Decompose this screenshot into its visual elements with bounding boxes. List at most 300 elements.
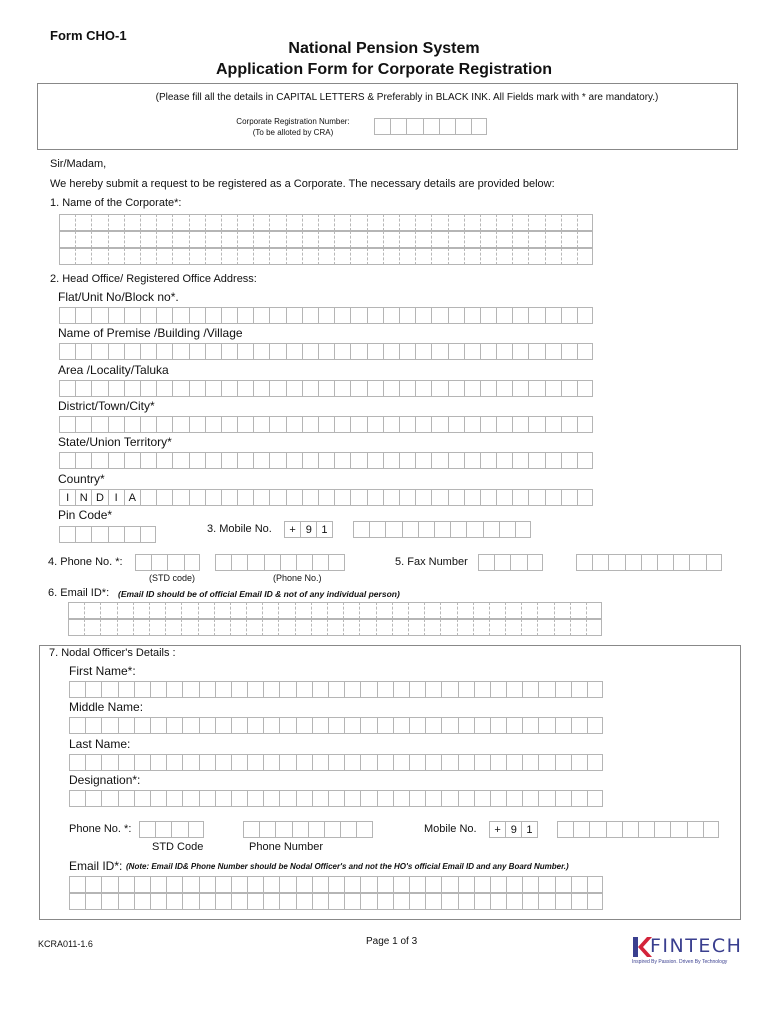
input-cell[interactable] — [587, 754, 603, 771]
input-cell[interactable] — [343, 619, 359, 636]
input-cell[interactable] — [399, 489, 415, 506]
input-cell[interactable] — [278, 602, 294, 619]
input-cell[interactable] — [409, 790, 425, 807]
input-cell[interactable] — [189, 214, 205, 231]
input-cell[interactable] — [302, 307, 318, 324]
input-cell[interactable] — [466, 521, 482, 538]
input-cell[interactable] — [625, 554, 641, 571]
input-cell[interactable] — [409, 681, 425, 698]
input-cell[interactable] — [100, 619, 116, 636]
input-cell[interactable] — [554, 619, 570, 636]
input-cell[interactable] — [312, 717, 328, 734]
input-cell[interactable] — [334, 307, 350, 324]
input-cell[interactable] — [150, 876, 166, 893]
input-cell[interactable] — [425, 790, 441, 807]
input-cell[interactable] — [439, 118, 455, 135]
input-cell[interactable] — [237, 307, 253, 324]
input-cell[interactable] — [221, 489, 237, 506]
input-cell[interactable] — [512, 214, 528, 231]
input-cell[interactable] — [505, 602, 521, 619]
input-cell[interactable] — [577, 452, 593, 469]
input-cell[interactable] — [231, 717, 247, 734]
input-cell[interactable] — [480, 452, 496, 469]
input-cell[interactable] — [140, 452, 156, 469]
input-cell[interactable] — [374, 118, 390, 135]
input-cell[interactable] — [101, 754, 117, 771]
input-cell[interactable] — [571, 876, 587, 893]
input-cell[interactable] — [418, 521, 434, 538]
input-cell[interactable] — [474, 754, 490, 771]
input-cell[interactable] — [215, 717, 231, 734]
input-cell[interactable] — [286, 452, 302, 469]
input-cell[interactable] — [275, 821, 291, 838]
input-cell[interactable] — [324, 821, 340, 838]
input-cell[interactable] — [367, 214, 383, 231]
input-cell[interactable] — [140, 231, 156, 248]
input-cell[interactable] — [182, 876, 198, 893]
input-cell[interactable] — [172, 489, 188, 506]
input-cell[interactable] — [140, 343, 156, 360]
input-cell[interactable] — [264, 554, 280, 571]
input-cell[interactable] — [474, 717, 490, 734]
input-cell[interactable] — [117, 619, 133, 636]
input-cell[interactable] — [124, 307, 140, 324]
input-cell[interactable] — [133, 602, 149, 619]
input-cell[interactable] — [670, 821, 686, 838]
input-cell[interactable] — [350, 489, 366, 506]
input-cell[interactable] — [296, 554, 312, 571]
input-cell[interactable] — [464, 489, 480, 506]
input-cell[interactable] — [91, 231, 107, 248]
input-cell[interactable] — [156, 452, 172, 469]
input-cell[interactable] — [359, 619, 375, 636]
input-cell[interactable] — [673, 554, 689, 571]
input-cell[interactable] — [246, 602, 262, 619]
nodal-mobile-number-boxes[interactable] — [557, 821, 719, 838]
input-cell[interactable] — [215, 790, 231, 807]
input-cell[interactable] — [496, 380, 512, 397]
input-cell[interactable] — [402, 521, 418, 538]
input-cell[interactable] — [269, 416, 285, 433]
input-cell[interactable] — [172, 343, 188, 360]
input-cell[interactable] — [140, 214, 156, 231]
input-cell[interactable] — [124, 452, 140, 469]
input-cell[interactable] — [263, 754, 279, 771]
input-cell[interactable] — [399, 214, 415, 231]
input-cell[interactable] — [231, 554, 247, 571]
fax-number-boxes[interactable] — [576, 554, 722, 571]
input-cell[interactable] — [253, 380, 269, 397]
input-cell[interactable] — [253, 248, 269, 265]
input-cell[interactable] — [528, 214, 544, 231]
input-cell[interactable] — [156, 380, 172, 397]
input-cell[interactable] — [480, 214, 496, 231]
input-cell[interactable] — [247, 554, 263, 571]
input-cell[interactable] — [545, 231, 561, 248]
input-cell[interactable] — [450, 521, 466, 538]
input-cell[interactable] — [156, 248, 172, 265]
input-cell[interactable] — [415, 452, 431, 469]
input-cell[interactable] — [393, 790, 409, 807]
input-cell[interactable] — [198, 619, 214, 636]
input-cell[interactable] — [464, 307, 480, 324]
input-cell[interactable] — [59, 452, 75, 469]
input-cell[interactable] — [156, 416, 172, 433]
input-cell[interactable] — [182, 754, 198, 771]
input-cell[interactable] — [149, 619, 165, 636]
corporate-name-row3[interactable] — [59, 248, 593, 265]
input-cell[interactable] — [641, 554, 657, 571]
input-cell[interactable] — [91, 343, 107, 360]
input-cell[interactable] — [409, 893, 425, 910]
input-cell[interactable] — [166, 876, 182, 893]
input-cell[interactable] — [237, 416, 253, 433]
input-cell[interactable] — [506, 893, 522, 910]
pin-boxes[interactable] — [59, 526, 156, 543]
input-cell[interactable] — [555, 893, 571, 910]
input-cell[interactable] — [296, 876, 312, 893]
input-cell[interactable] — [425, 754, 441, 771]
input-cell[interactable] — [538, 876, 554, 893]
input-cell[interactable] — [377, 893, 393, 910]
input-cell[interactable] — [383, 452, 399, 469]
input-cell[interactable] — [474, 681, 490, 698]
input-cell[interactable] — [181, 619, 197, 636]
input-cell[interactable] — [118, 681, 134, 698]
input-cell[interactable] — [215, 554, 231, 571]
input-cell[interactable] — [308, 821, 324, 838]
input-cell[interactable] — [279, 893, 295, 910]
input-cell[interactable] — [205, 380, 221, 397]
input-cell[interactable] — [431, 343, 447, 360]
input-cell[interactable] — [263, 893, 279, 910]
input-cell[interactable] — [367, 307, 383, 324]
input-cell[interactable] — [415, 416, 431, 433]
input-cell[interactable] — [85, 876, 101, 893]
input-cell[interactable] — [496, 343, 512, 360]
input-cell[interactable] — [587, 876, 603, 893]
input-cell[interactable] — [528, 416, 544, 433]
input-cell[interactable] — [554, 602, 570, 619]
input-cell[interactable] — [490, 717, 506, 734]
input-cell[interactable] — [253, 489, 269, 506]
input-cell[interactable] — [409, 754, 425, 771]
mobile-number-boxes[interactable] — [353, 521, 531, 538]
input-cell[interactable] — [182, 790, 198, 807]
input-cell[interactable] — [528, 489, 544, 506]
input-cell[interactable] — [545, 307, 561, 324]
input-cell[interactable] — [399, 307, 415, 324]
input-cell[interactable] — [359, 602, 375, 619]
input-cell[interactable] — [441, 790, 457, 807]
input-cell[interactable] — [118, 717, 134, 734]
input-cell[interactable] — [286, 489, 302, 506]
input-cell[interactable] — [302, 343, 318, 360]
input-cell[interactable] — [377, 876, 393, 893]
input-cell[interactable] — [573, 821, 589, 838]
input-cell[interactable] — [155, 821, 171, 838]
input-cell[interactable] — [392, 602, 408, 619]
input-cell[interactable] — [215, 754, 231, 771]
input-cell[interactable] — [360, 790, 376, 807]
state-boxes[interactable] — [59, 452, 593, 469]
input-cell[interactable] — [528, 248, 544, 265]
input-cell[interactable] — [181, 602, 197, 619]
input-cell[interactable] — [399, 416, 415, 433]
input-cell[interactable] — [415, 307, 431, 324]
input-cell[interactable] — [367, 452, 383, 469]
input-cell[interactable] — [570, 602, 586, 619]
input-cell[interactable] — [496, 231, 512, 248]
input-cell[interactable] — [149, 602, 165, 619]
input-cell[interactable] — [448, 416, 464, 433]
input-cell[interactable] — [471, 118, 487, 135]
input-cell[interactable] — [327, 619, 343, 636]
input-cell[interactable] — [415, 214, 431, 231]
input-cell[interactable] — [247, 754, 263, 771]
input-cell[interactable] — [69, 790, 85, 807]
input-cell[interactable] — [415, 380, 431, 397]
input-cell[interactable] — [334, 343, 350, 360]
input-cell[interactable] — [480, 416, 496, 433]
input-cell[interactable] — [431, 307, 447, 324]
input-cell[interactable] — [150, 754, 166, 771]
input-cell[interactable] — [561, 380, 577, 397]
input-cell[interactable] — [69, 754, 85, 771]
input-cell[interactable] — [101, 893, 117, 910]
input-cell[interactable] — [350, 380, 366, 397]
input-cell[interactable] — [334, 452, 350, 469]
input-cell[interactable] — [221, 343, 237, 360]
input-cell[interactable] — [269, 489, 285, 506]
input-cell[interactable] — [506, 790, 522, 807]
input-cell[interactable] — [150, 893, 166, 910]
input-cell[interactable] — [101, 717, 117, 734]
input-cell[interactable] — [279, 790, 295, 807]
input-cell[interactable] — [512, 452, 528, 469]
input-cell[interactable] — [408, 602, 424, 619]
input-cell[interactable] — [377, 790, 393, 807]
input-cell[interactable] — [68, 619, 84, 636]
input-cell[interactable] — [512, 380, 528, 397]
input-cell[interactable] — [166, 754, 182, 771]
input-cell[interactable] — [91, 452, 107, 469]
input-cell[interactable] — [431, 231, 447, 248]
input-cell[interactable] — [140, 307, 156, 324]
input-cell[interactable] — [108, 452, 124, 469]
input-cell[interactable] — [108, 307, 124, 324]
input-cell[interactable] — [344, 754, 360, 771]
nodal-email-row1[interactable] — [69, 876, 603, 893]
input-cell[interactable] — [221, 380, 237, 397]
input-cell[interactable] — [292, 821, 308, 838]
email-row2[interactable] — [68, 619, 602, 636]
input-cell[interactable] — [286, 307, 302, 324]
input-cell[interactable] — [247, 876, 263, 893]
input-cell[interactable] — [140, 526, 156, 543]
input-cell[interactable] — [318, 416, 334, 433]
input-cell[interactable] — [205, 248, 221, 265]
input-cell[interactable] — [189, 231, 205, 248]
input-cell[interactable] — [448, 307, 464, 324]
input-cell[interactable] — [577, 248, 593, 265]
input-cell[interactable] — [561, 489, 577, 506]
input-cell[interactable] — [124, 416, 140, 433]
input-cell[interactable] — [424, 619, 440, 636]
input-cell[interactable] — [561, 214, 577, 231]
input-cell[interactable] — [334, 489, 350, 506]
input-cell[interactable] — [545, 214, 561, 231]
input-cell[interactable] — [512, 343, 528, 360]
input-cell[interactable] — [189, 452, 205, 469]
input-cell[interactable] — [199, 790, 215, 807]
input-cell[interactable] — [480, 489, 496, 506]
input-cell[interactable] — [343, 602, 359, 619]
input-cell[interactable] — [489, 602, 505, 619]
input-cell[interactable] — [188, 821, 204, 838]
input-cell[interactable] — [221, 307, 237, 324]
input-cell[interactable] — [350, 416, 366, 433]
input-cell[interactable] — [377, 717, 393, 734]
input-cell[interactable] — [490, 893, 506, 910]
input-cell[interactable] — [328, 554, 344, 571]
input-cell[interactable] — [480, 380, 496, 397]
input-cell[interactable] — [512, 416, 528, 433]
input-cell[interactable] — [441, 681, 457, 698]
input-cell[interactable] — [431, 452, 447, 469]
input-cell[interactable] — [376, 602, 392, 619]
input-cell[interactable] — [561, 416, 577, 433]
input-cell[interactable] — [360, 893, 376, 910]
input-cell[interactable] — [545, 380, 561, 397]
input-cell[interactable] — [108, 343, 124, 360]
input-cell[interactable] — [393, 717, 409, 734]
input-cell[interactable] — [528, 452, 544, 469]
input-cell[interactable] — [360, 876, 376, 893]
input-cell[interactable] — [431, 248, 447, 265]
phone-std-boxes[interactable] — [135, 554, 200, 571]
input-cell[interactable] — [383, 343, 399, 360]
input-cell[interactable] — [295, 619, 311, 636]
input-cell[interactable] — [59, 307, 75, 324]
input-cell[interactable] — [538, 754, 554, 771]
input-cell[interactable] — [318, 489, 334, 506]
input-cell[interactable] — [278, 619, 294, 636]
input-cell[interactable] — [215, 681, 231, 698]
input-cell[interactable] — [279, 681, 295, 698]
input-cell[interactable] — [334, 380, 350, 397]
input-cell[interactable] — [151, 554, 167, 571]
input-cell[interactable] — [545, 489, 561, 506]
input-cell[interactable] — [263, 717, 279, 734]
flat-boxes[interactable] — [59, 307, 593, 324]
input-cell[interactable] — [538, 790, 554, 807]
input-cell[interactable] — [69, 717, 85, 734]
input-cell[interactable] — [383, 489, 399, 506]
first-name-boxes[interactable] — [69, 681, 603, 698]
input-cell[interactable] — [441, 893, 457, 910]
input-cell[interactable] — [464, 416, 480, 433]
input-cell[interactable] — [561, 452, 577, 469]
input-cell[interactable] — [464, 214, 480, 231]
input-cell[interactable] — [75, 343, 91, 360]
input-cell[interactable] — [334, 231, 350, 248]
input-cell[interactable] — [85, 717, 101, 734]
input-cell[interactable] — [100, 602, 116, 619]
input-cell[interactable] — [528, 307, 544, 324]
input-cell[interactable] — [140, 248, 156, 265]
input-cell[interactable] — [577, 231, 593, 248]
input-cell[interactable] — [68, 602, 84, 619]
input-cell[interactable] — [269, 214, 285, 231]
input-cell[interactable] — [499, 521, 515, 538]
area-boxes[interactable] — [59, 380, 593, 397]
input-cell[interactable] — [522, 717, 538, 734]
input-cell[interactable] — [302, 416, 318, 433]
input-cell[interactable] — [311, 602, 327, 619]
input-cell[interactable] — [383, 248, 399, 265]
input-cell[interactable] — [480, 307, 496, 324]
input-cell[interactable] — [464, 231, 480, 248]
input-cell[interactable] — [327, 602, 343, 619]
input-cell[interactable] — [269, 307, 285, 324]
input-cell[interactable] — [448, 231, 464, 248]
input-cell[interactable] — [367, 343, 383, 360]
input-cell[interactable] — [458, 876, 474, 893]
input-cell[interactable] — [506, 876, 522, 893]
input-cell[interactable] — [448, 214, 464, 231]
input-cell[interactable] — [577, 307, 593, 324]
input-cell[interactable] — [577, 489, 593, 506]
input-cell[interactable] — [494, 554, 510, 571]
input-cell[interactable] — [527, 554, 543, 571]
input-cell[interactable] — [367, 231, 383, 248]
input-cell[interactable] — [577, 343, 593, 360]
input-cell[interactable] — [246, 619, 262, 636]
input-cell[interactable] — [555, 717, 571, 734]
input-cell[interactable] — [431, 416, 447, 433]
input-cell[interactable] — [528, 231, 544, 248]
middle-name-boxes[interactable] — [69, 717, 603, 734]
input-cell[interactable] — [69, 681, 85, 698]
input-cell[interactable] — [215, 893, 231, 910]
designation-boxes[interactable] — [69, 790, 603, 807]
input-cell[interactable] — [133, 619, 149, 636]
input-cell[interactable] — [198, 602, 214, 619]
input-cell[interactable] — [577, 416, 593, 433]
input-cell[interactable] — [221, 452, 237, 469]
input-cell[interactable] — [214, 619, 230, 636]
input-cell[interactable] — [458, 681, 474, 698]
corporate-name-row2[interactable] — [59, 231, 593, 248]
input-cell[interactable] — [91, 248, 107, 265]
input-cell[interactable] — [478, 554, 494, 571]
input-cell[interactable] — [269, 452, 285, 469]
input-cell[interactable] — [409, 717, 425, 734]
input-cell[interactable] — [59, 214, 75, 231]
input-cell[interactable] — [344, 681, 360, 698]
input-cell[interactable] — [496, 307, 512, 324]
input-cell[interactable] — [561, 231, 577, 248]
input-cell[interactable] — [496, 452, 512, 469]
input-cell[interactable] — [171, 821, 187, 838]
input-cell[interactable] — [205, 307, 221, 324]
input-cell[interactable] — [302, 380, 318, 397]
input-cell[interactable] — [172, 214, 188, 231]
input-cell[interactable] — [140, 489, 156, 506]
input-cell[interactable] — [59, 380, 75, 397]
input-cell[interactable] — [393, 754, 409, 771]
